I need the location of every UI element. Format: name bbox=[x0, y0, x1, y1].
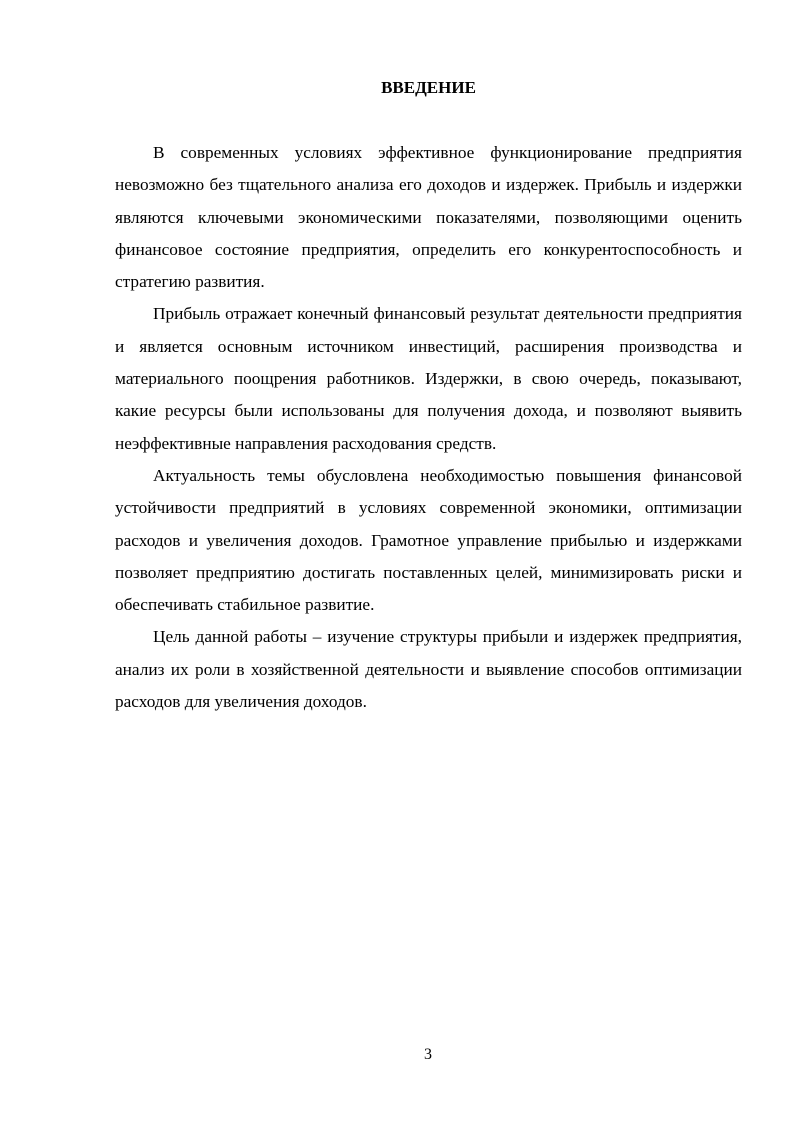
paragraph: Цель данной работы – изучение структуры прибыли и издержек предприятия, анализ их роли в хозяйственной деятельности и выявление способов оптимизации расходов для увеличения доходов. bbox=[115, 627, 742, 712]
body-text bbox=[115, 137, 742, 718]
page-number: 3 bbox=[424, 1046, 432, 1063]
paragraph: Актуальность темы обусловлена необходимостью повышения финансовой устойчивости предприятий в условиях современной экономики, оптимизации расходов и увеличения доходов. Грамотное управление прибылью и издержками позволяет предприятию достигать поставленных целей, минимизировать риски и обеспечивать стабильное развитие. bbox=[115, 465, 742, 615]
section-heading: ВВЕДЕНИЕ bbox=[381, 78, 476, 97]
paragraph: Прибыль отражает конечный финансовый результат деятельности предприятия и является основным источником инвестиций, расширения производства и материального поощрения работников. Издержки, в свою очередь, показывают, какие ресурсы были использованы для получения дохода, и позволяют выявить неэффективные направления расходования средств. bbox=[115, 304, 742, 453]
paragraph: В современных условиях эффективное функционирование предприятия невозможно без тщательного анализа его доходов и издержек. Прибыль и издержки являются ключевыми экономическими показателями, позволяющими оценить финансовое состояние предприятия, определить его конкурентоспособность и стратегию развития. bbox=[115, 143, 742, 292]
